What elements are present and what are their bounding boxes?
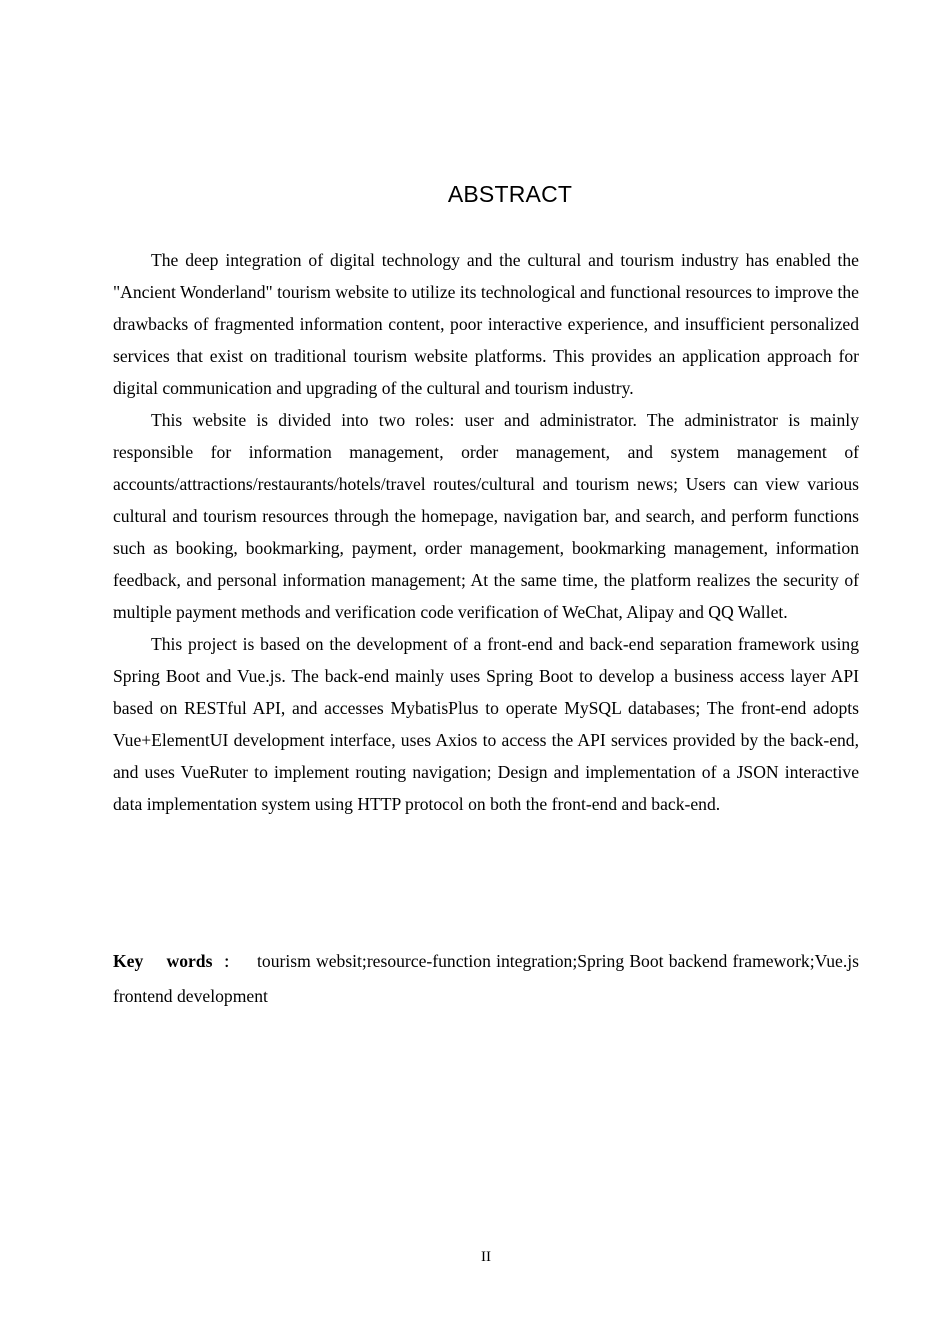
page-number: II	[481, 1249, 491, 1265]
keywords-text: tourism websit;resource-function integration;Spring Boot backend framework;Vue.js frontend development	[113, 951, 859, 1006]
abstract-paragraph-1: The deep integration of digital technology and the cultural and tourism industry has enabled the "Ancient Wonderland" tourism website to utilize its technological and functional resources to improve the drawbacks of fragmented information content, poor interactive experience, and insufficient personalized services that exist on traditional tourism website platforms. This provides an application approach for digital communication and upgrading of the cultural and tourism industry.	[113, 250, 859, 398]
abstract-title: ABSTRACT	[447, 181, 573, 207]
abstract-paragraph-3: This project is based on the development of a front-end and back-end separation framework using Spring Boot and Vue.js. The back-end mainly uses Spring Boot to develop a business access layer API based on RESTful API, and accesses MybatisPlus to operate MySQL databases; The front-end adopts Vue+ElementUI development interface, uses Axios to access the API services provided by the back-end, and uses VueRuter to implement routing navigation; Design and implementation of a JSON interactive data implementation system using HTTP protocol on both the front-end and back-end.	[113, 634, 859, 814]
keywords-line	[113, 945, 859, 1013]
abstract-paragraph-2: This website is divided into two roles: user and administrator. The administrator is mainly responsible for information management, order management, and system management of accounts/attractions/restaurants/hotels/travel routes/cultural and tourism news; Users can view various cultural and tourism resources through the homepage, navigation bar, and search, and perform functions such as booking, bookmarking, payment, order management, bookmarking management, information feedback, and personal information management; At the same time, the platform realizes the security of multiple payment methods and verification code verification of WeChat, Alipay and QQ Wallet.	[113, 410, 859, 622]
abstract-body	[113, 244, 859, 820]
keywords-label: Key words	[113, 951, 213, 971]
keywords-colon: ：	[222, 955, 240, 971]
